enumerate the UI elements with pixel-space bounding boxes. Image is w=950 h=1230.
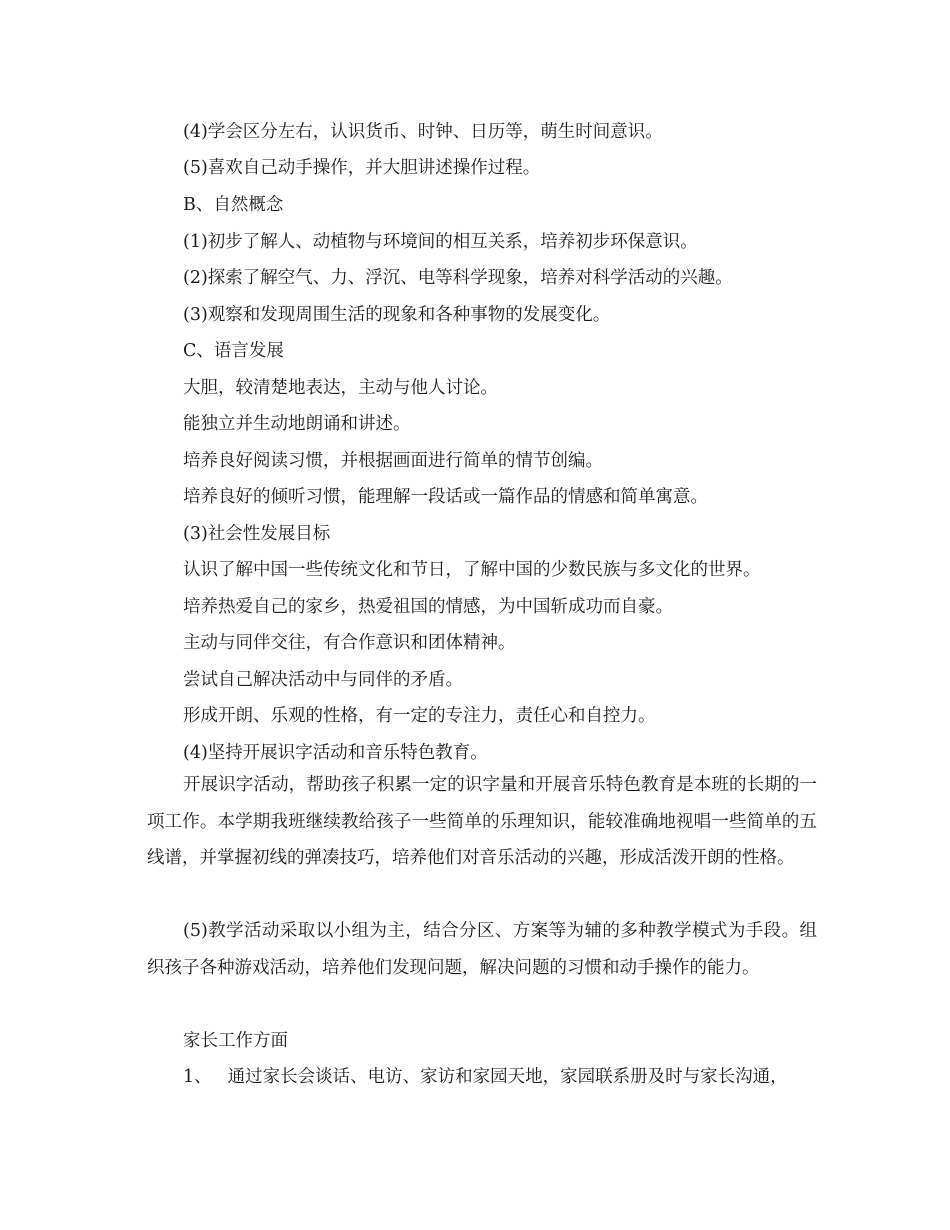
- text-line: B、自然概念: [183, 195, 284, 215]
- text-line: (1)初步了解人、动植物与环境间的相互关系，培养初步环保意识。: [183, 232, 698, 252]
- list-item: [183, 1066, 788, 1088]
- list-item-number: 1、: [183, 1067, 212, 1087]
- text-line: 培养良好的倾听习惯，能理解一段话或一篇作品的情感和简单寓意。: [183, 487, 708, 507]
- text-line: 形成开朗、乐观的性格，有一定的专注力，责任心和自控力。: [183, 706, 656, 726]
- text-line: 尝试自己解决活动中与同伴的矛盾。: [183, 670, 463, 690]
- paragraph: 开展识字活动，帮助孩子积累一定的识字量和开展音乐特色教育是本班的长期的一项工作。本学期我班继续教给孩子一些简单的乐理知识，能较准确地视唱一些简单的五线谱，并掌握初线的弹凑技巧，培养他们对音乐活动的兴趣，形成活泼开朗的性格。: [147, 775, 817, 868]
- text-line: (4)学会区分左右，认识货币、时钟、日历等，萌生时间意识。: [183, 122, 663, 142]
- text-line: 主动与同伴交往，有合作意识和团体精神。: [183, 633, 516, 653]
- text-line: (5)喜欢自己动手操作，并大胆讲述操作过程。: [183, 158, 541, 178]
- text-line: 培养良好阅读习惯，并根据画面进行简单的情节创编。: [183, 451, 603, 471]
- text-line: (4)坚持开展识字活动和音乐特色教育。: [183, 743, 488, 763]
- text-line: 培养热爱自己的家乡，热爱祖国的情感，为中国斩成功而自豪。: [183, 597, 673, 617]
- text-line: (3)社会性发展目标: [183, 524, 331, 544]
- paragraph: (5)教学活动采取以小组为主，结合分区、方案等为辅的多种教学模式为手段。组织孩子各种游戏活动，培养他们发现问题，解决问题的习惯和动手操作的能力。: [147, 921, 817, 978]
- text-line: (2)探索了解空气、力、浮沉、电等科学现象，培养对科学活动的兴趣。: [183, 268, 733, 288]
- text-line: 能独立并生动地朗诵和讲述。: [183, 414, 411, 434]
- text-line: C、语言发展: [183, 341, 284, 361]
- text-line: 大胆，较清楚地表达，主动与他人讨论。: [183, 378, 498, 398]
- text-line: (3)观察和发现周围生活的现象和各种事物的发展变化。: [183, 305, 611, 325]
- section-heading: 家长工作方面: [183, 1031, 288, 1051]
- text-line: 认识了解中国一些传统文化和节日，了解中国的少数民族与多文化的世界。: [183, 560, 761, 580]
- list-item-text: 通过家长会谈话、电访、家访和家园天地，家园联系册及时与家长沟通，: [227, 1067, 788, 1087]
